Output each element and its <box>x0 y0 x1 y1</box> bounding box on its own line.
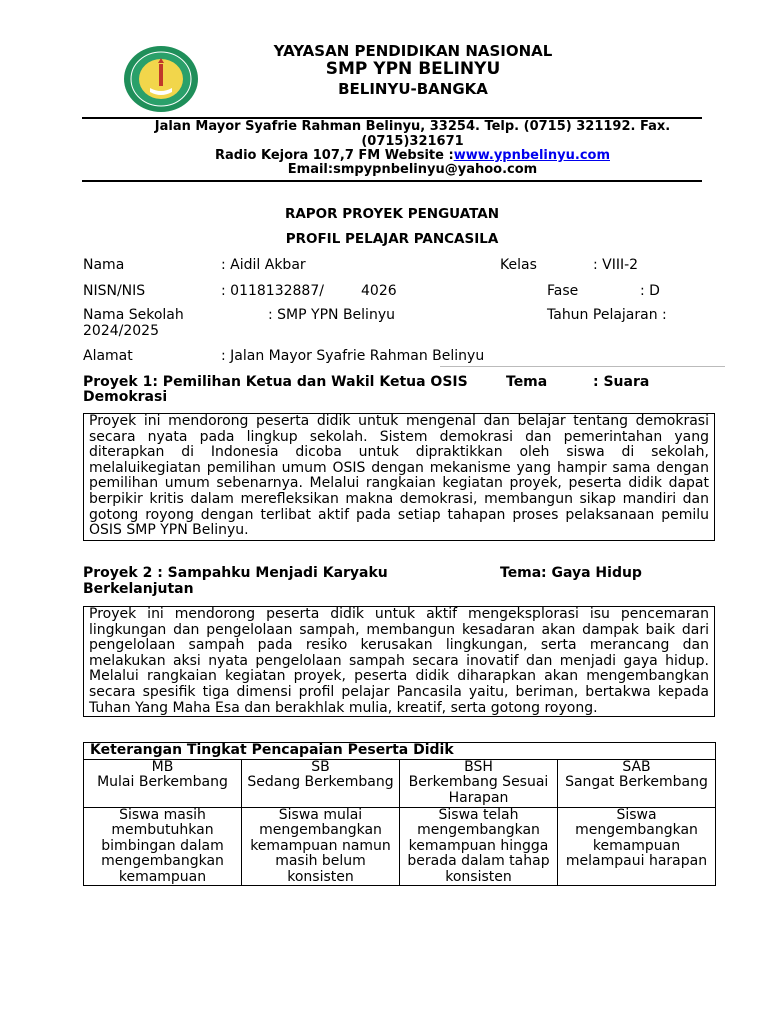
address-line-1: Jalan Mayor Syafrie Rahman Belinyu, 33254. Telp. (0715) 321192. Fax. <box>154 119 671 134</box>
website-link[interactable]: www.ypnbelinyu.com <box>453 148 610 163</box>
tahun-label: Tahun Pelajaran : <box>547 307 667 323</box>
nis-value: 4026 <box>361 283 397 299</box>
level-name: Sedang Berkembang <box>247 774 394 790</box>
school-name: SMP YPN BELINYU <box>325 59 501 79</box>
school-city: BELINYU-BANGKA <box>338 80 488 98</box>
level-header-bsh <box>400 759 558 807</box>
radio-website-line <box>140 148 685 163</box>
level-header-sab <box>558 759 716 807</box>
level-code: MB <box>151 758 174 775</box>
project2-heading: Proyek 2 : Sampahku Menjadi Karyaku <box>83 565 388 581</box>
project2-tema-value: : Gaya Hidup <box>541 565 642 581</box>
project1-description: Proyek ini mendorong peserta didik untuk mengenal dan belajar tentang demokrasi secara nyata pada lingkup sekolah. Sistem demokrasi dan pemerintahan yang diterapkan di Indonesia dicoba untuk dipraktikkan oleh siswa di sekolah, melaluikegiatan pemilihan umum OSIS dengan mekanisme yang hampir sama dengan pemilihan umum sebenarnya. Melalui rangkaian kegiatan proyek, peserta didik dapat berpikir kritis dalam merefleksikan makna demokrasi, membangun sikap mandiri dan gotong royong dengan terlibat aktif pada setiap tahapan proses pelaksanaan pemilu OSIS SMP YPN Belinyu. <box>83 413 715 541</box>
report-title: RAPOR PROYEK PENGUATAN <box>284 206 500 222</box>
fase-value: : D <box>640 283 660 299</box>
table-header-row <box>84 759 716 807</box>
email-line: Email:smpypnbelinyu@yahoo.com <box>287 162 538 177</box>
level-code: SAB <box>622 758 651 775</box>
level-desc-sb: Siswa mulai mengembangkan kemampuan namun masih belum konsisten <box>242 807 400 886</box>
sekolah-value: : SMP YPN Belinyu <box>268 307 395 323</box>
kelas-value: : VIII-2 <box>593 257 639 273</box>
table-desc-row <box>84 807 716 886</box>
nisn-label: NISN/NIS <box>83 283 146 299</box>
school-logo <box>122 44 200 114</box>
report-subtitle: PROFIL PELAJAR PANCASILA <box>285 231 499 247</box>
fase-label: Fase <box>547 283 579 299</box>
kelas-label: Kelas <box>500 257 537 273</box>
project2-tema-label: Tema <box>500 565 542 581</box>
sekolah-label: Nama Sekolah <box>83 307 184 323</box>
achievement-level-table <box>83 742 716 886</box>
project1-tema-label: Tema <box>506 374 548 390</box>
level-header-sb <box>242 759 400 807</box>
table-title: Keterangan Tingkat Pencapaian Peserta Didik <box>84 743 716 760</box>
level-code: BSH <box>464 758 493 775</box>
level-desc-sab: Siswa mengembangkan kemampuan melampaui harapan <box>558 807 716 886</box>
project1-tema-cont: Demokrasi <box>83 389 168 405</box>
table-title-row <box>84 743 716 760</box>
project1-heading: Proyek 1: Pemilihan Ketua dan Wakil Ketua OSIS <box>83 374 468 390</box>
level-code: SB <box>311 758 330 775</box>
project2-description: Proyek ini mendorong peserta didik untuk aktif mengeksplorasi isu pencemaran lingkungan dan pengelolaan sampah, membangun kesadaran akan dampak baik dari pengelolaan sampah pada resiko kerusakan lingkungan, serta merancang dan melakukan aksi nyata pengelolaan sampah secara inovatif dan menjadi gaya hidup. Melalui rangkaian kegiatan proyek, peserta didik diharapkan akan mengembangkan secara spesifik tiga dimensi profil pelajar Pancasila yaitu, beriman, bertakwa kepada Tuhan Yang Maha Esa dan berakhlak mulia, kreatif, serta gotong royong. <box>83 606 715 717</box>
header-rule-bottom <box>82 180 702 182</box>
alamat-label: Alamat <box>83 348 133 364</box>
level-desc-bsh: Siswa telah mengembangkan kemampuan hingga berada dalam tahap konsisten <box>400 807 558 886</box>
separator-line <box>440 366 725 367</box>
level-name: Sangat Berkembang <box>565 774 708 790</box>
tahun-value: 2024/2025 <box>83 323 159 339</box>
nama-label: Nama <box>83 257 125 273</box>
project1-tema-value: : Suara <box>593 374 650 390</box>
nisn-value: : 0118132887/ <box>221 283 324 299</box>
foundation-name: YAYASAN PENDIDIKAN NASIONAL <box>273 42 553 60</box>
level-name: Mulai Berkembang <box>97 774 228 790</box>
project2-tema-cont: Berkelanjutan <box>83 581 194 597</box>
alamat-value: : Jalan Mayor Syafrie Rahman Belinyu <box>221 348 485 364</box>
level-desc-mb: Siswa masih membutuhkan bimbingan dalam mengembangkan kemampuan <box>84 807 242 886</box>
radio-label: Radio Kejora 107,7 FM Website : <box>214 148 454 163</box>
address-line-2: (0715)321671 <box>361 134 464 149</box>
level-name: Berkembang Sesuai Harapan <box>408 774 549 806</box>
level-header-mb <box>84 759 242 807</box>
nama-value: : Aidil Akbar <box>221 257 306 273</box>
